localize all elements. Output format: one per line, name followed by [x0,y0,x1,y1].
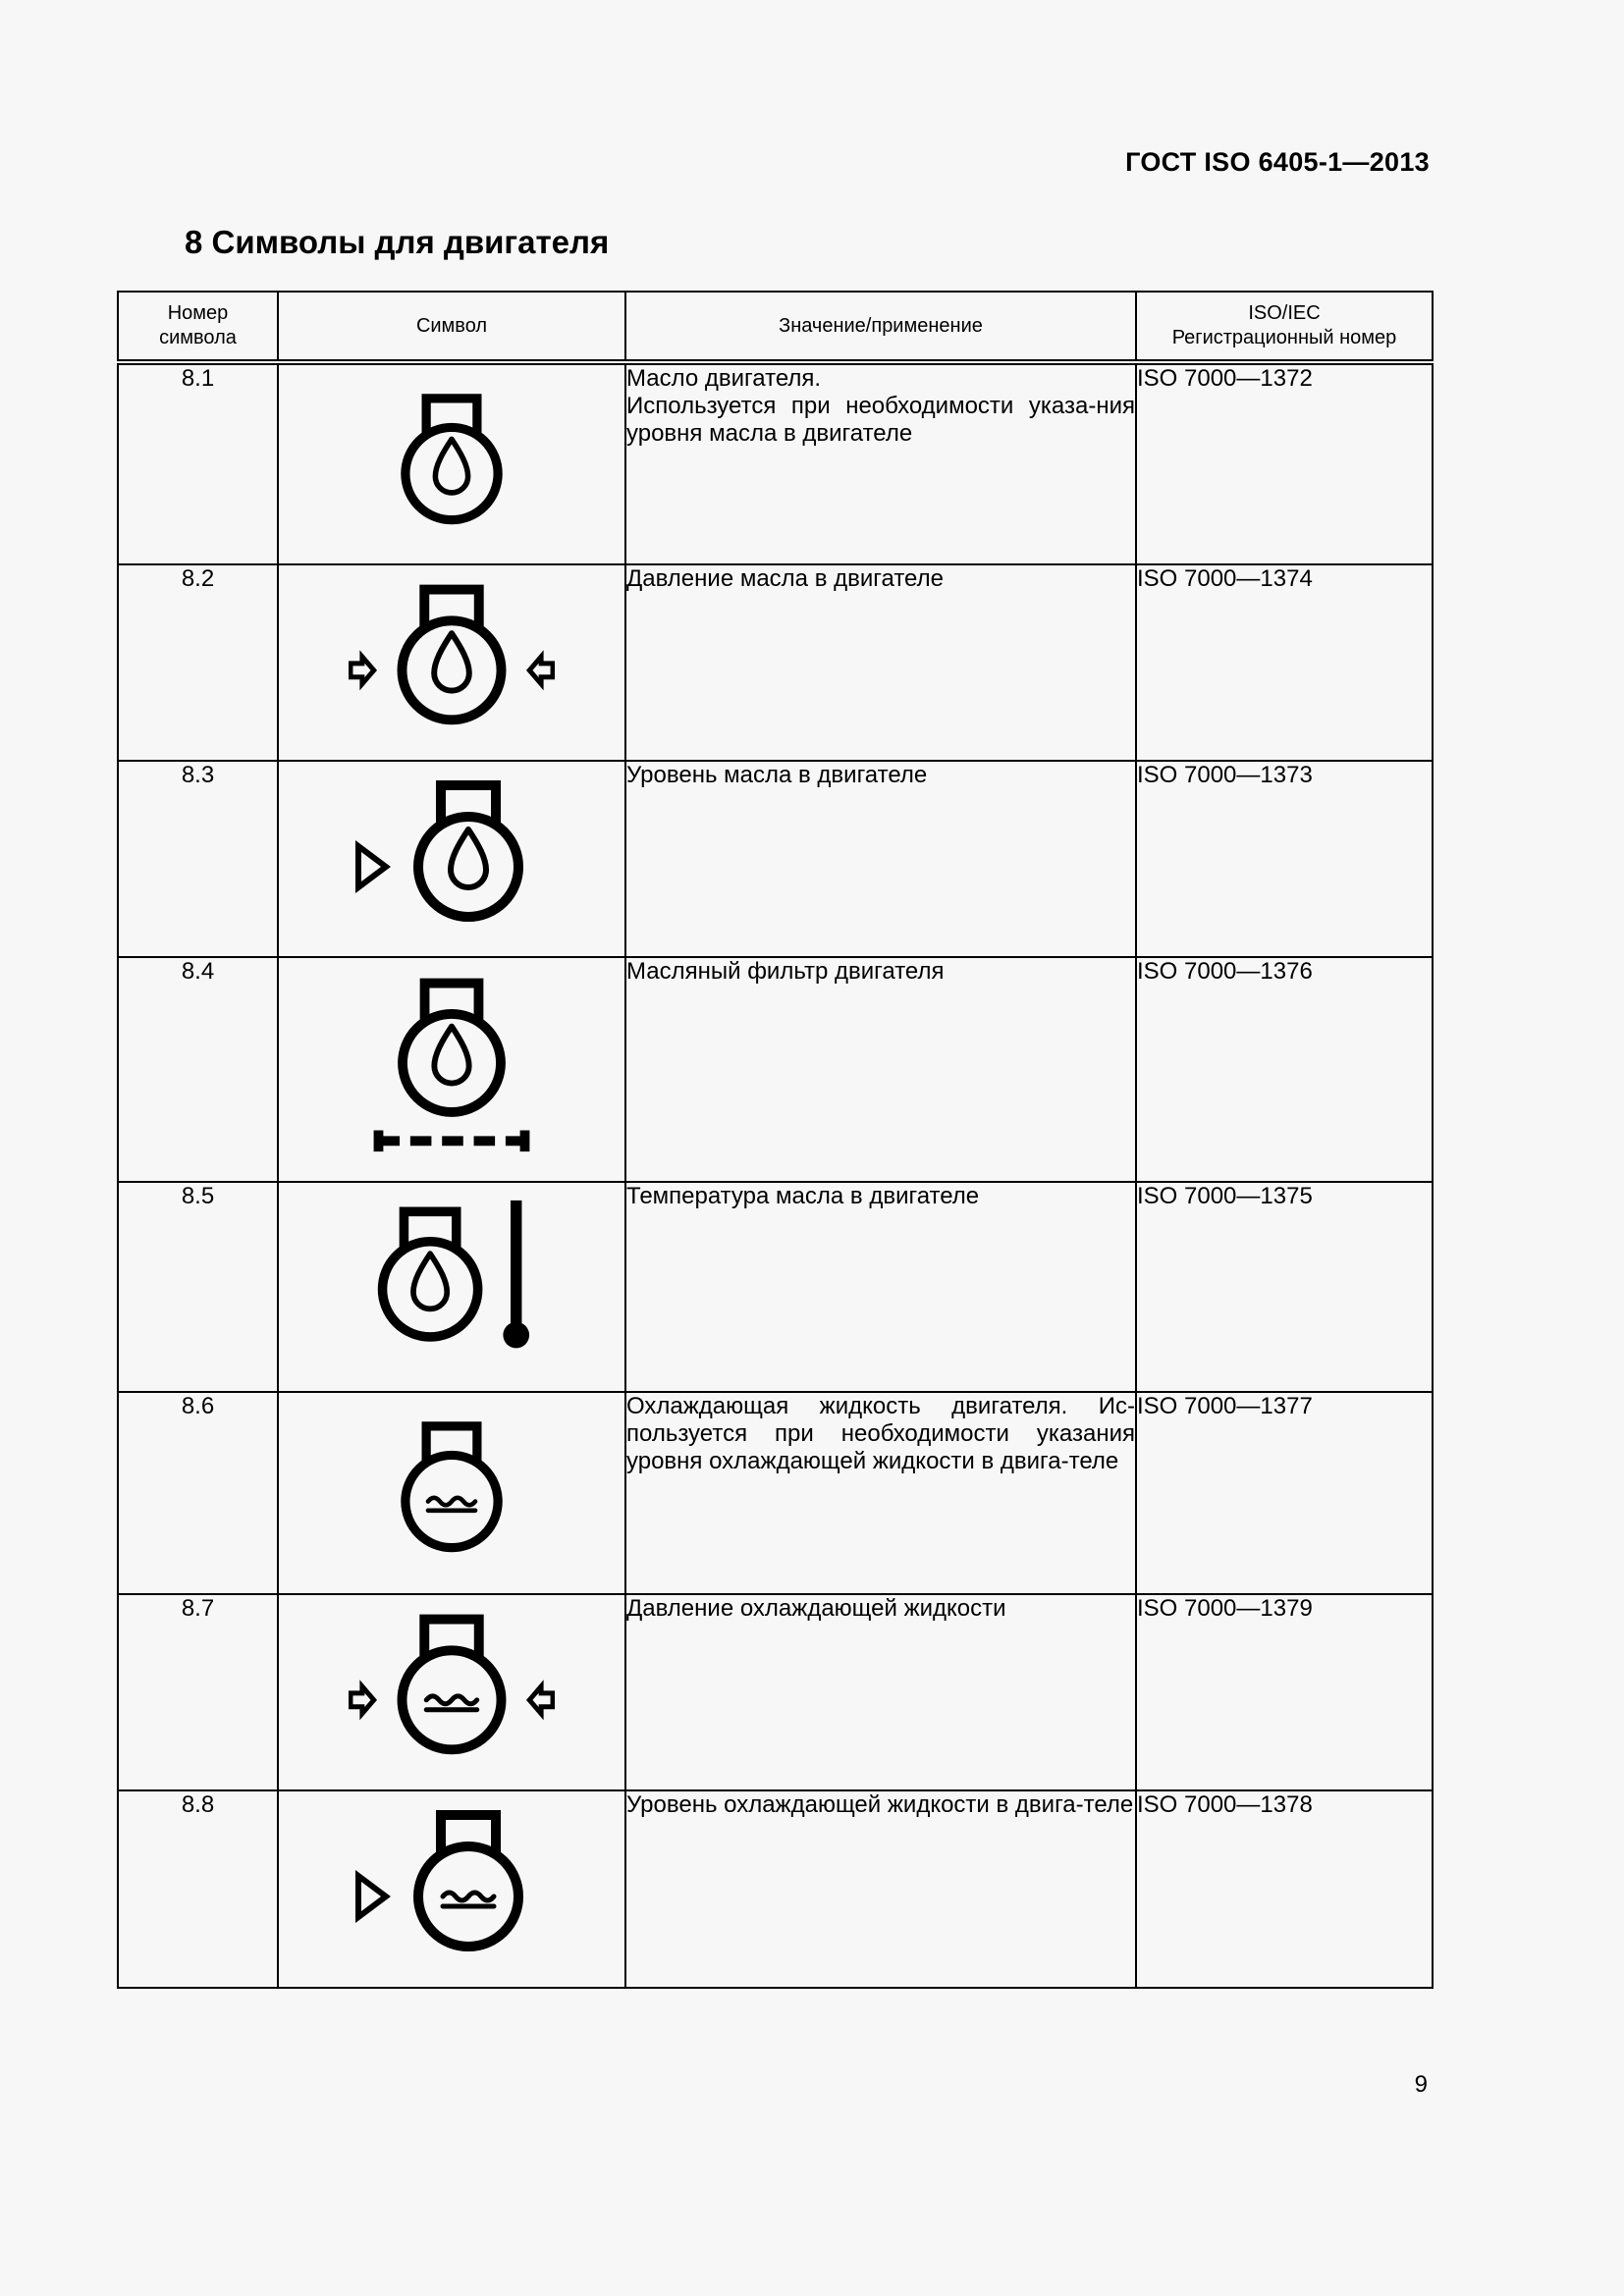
table-row [118,761,1433,957]
column-header-number: Номер символа [118,292,278,362]
symbol-meaning: Уровень охлаждающей жидкости в двига-теле [625,1790,1136,1988]
table-row [118,1182,1433,1392]
engine-coolant-icon [368,1401,535,1568]
section-title: 8 Символы для двигателя [185,224,610,260]
table-row [118,1594,1433,1790]
registration-number: ISO 7000—1375 [1136,1182,1433,1392]
column-header-meaning: Значение/применение [625,292,1136,362]
engine-oil-filter-icon [353,966,550,1152]
engine-oil-icon [368,373,535,540]
table-row [118,564,1433,761]
engine-oil-temperature-icon [353,1191,550,1362]
symbol-number: 8.6 [118,1392,278,1594]
registration-number: ISO 7000—1379 [1136,1594,1433,1790]
table-header-row [118,292,1433,362]
registration-number: ISO 7000—1373 [1136,761,1433,957]
registration-number: ISO 7000—1374 [1136,564,1433,761]
symbol-meaning: Давление масла в двигателе [625,564,1136,761]
table-row [118,1790,1433,1988]
registration-number: ISO 7000—1372 [1136,362,1433,564]
symbol-meaning: Охлаждающая жидкость двигателя. Ис-пользуется при необходимости указания уровня охлаждающей жидкости в двига-теле [625,1392,1136,1594]
symbol-meaning: Температура масла в двигателе [625,1182,1136,1392]
page-number: 9 [1414,2071,1428,2098]
column-header-symbol: Символ [278,292,625,362]
table-row [118,362,1433,564]
table-row [118,1392,1433,1594]
symbol-number: 8.2 [118,564,278,761]
symbol-number: 8.1 [118,362,278,564]
column-header-registration: ISO/IEC Регистрационный номер [1136,292,1433,362]
symbol-number: 8.5 [118,1182,278,1392]
symbol-meaning: Уровень масла в двигателе [625,761,1136,957]
symbol-number: 8.8 [118,1790,278,1988]
registration-number: ISO 7000—1377 [1136,1392,1433,1594]
table-row [118,957,1433,1182]
engine-coolant-level-icon [353,1799,550,1956]
engine-coolant-pressure-icon [349,1603,555,1760]
registration-number: ISO 7000—1378 [1136,1790,1433,1988]
symbol-meaning: Давление охлаждающей жидкости [625,1594,1136,1790]
symbols-table [117,291,1434,1989]
symbol-meaning: Масло двигателя. Используется при необходимости указа-ния уровня масла в двигателе [625,362,1136,564]
symbol-number: 8.3 [118,761,278,957]
symbol-meaning: Масляный фильтр двигателя [625,957,1136,1182]
standard-code: ГОСТ ISO 6405-1—2013 [1125,147,1430,177]
engine-oil-level-icon [353,770,550,927]
engine-oil-pressure-icon [349,573,555,730]
registration-number: ISO 7000—1376 [1136,957,1433,1182]
symbol-number: 8.4 [118,957,278,1182]
symbol-number: 8.7 [118,1594,278,1790]
